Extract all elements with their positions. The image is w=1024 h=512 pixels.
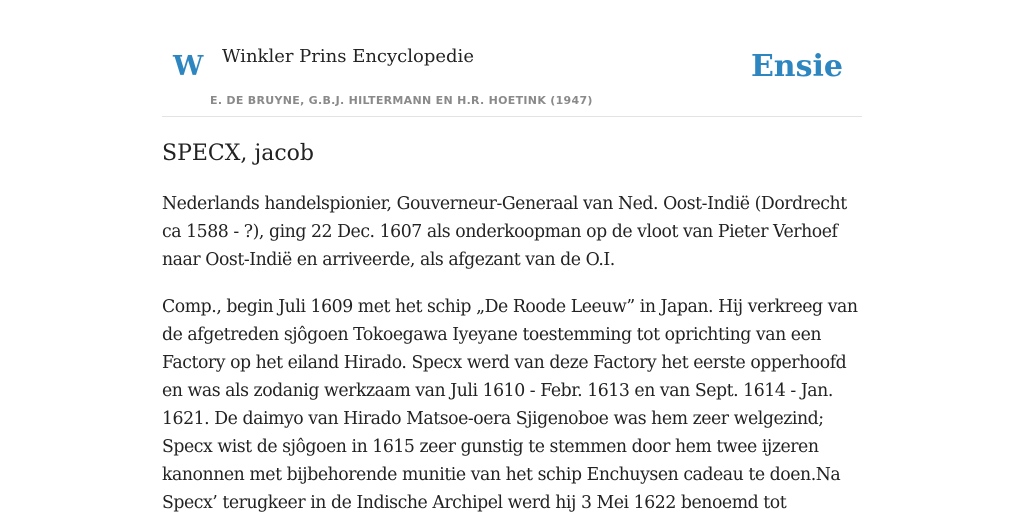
paragraph-line: naar Oost-Indië en arriveerde, als afgezant van de O.I. xyxy=(162,250,615,270)
paragraph-line: Specx’ terugkeer in de Indische Archipel werd hij 3 Mei 1622 benoemd tot xyxy=(162,493,787,512)
paragraph-line: en was als zodanig werkzaam van Juli 1610 - Febr. 1613 en van Sept. 1614 - Jan. xyxy=(162,381,833,401)
article-paragraph xyxy=(162,293,862,512)
publication-authors: E. DE BRUYNE, G.B.J. HILTERMANN EN H.R. HOETINK (1947) xyxy=(210,94,593,107)
article-title: SPECX, jacob xyxy=(162,141,315,166)
paragraph-line: ca 1588 - ?), ging 22 Dec. 1607 als onderkoopman op de vloot van Pieter Verhoef xyxy=(162,222,838,242)
publication-title[interactable]: Winkler Prins Encyclopedie xyxy=(222,46,474,67)
content-container xyxy=(162,0,862,512)
article-paragraph xyxy=(162,190,862,274)
paragraph-line: Factory op het eiland Hirado. Specx werd van deze Factory het eerste opperhoofd xyxy=(162,353,847,373)
ensie-brand-link[interactable]: Ensie xyxy=(750,49,843,84)
paragraph-line: kanonnen met bijbehorende munitie van het schip Enchuysen cadeau te doen.Na xyxy=(162,465,841,485)
paragraph-line: Nederlands handelspionier, Gouverneur-Generaal van Ned. Oost-Indië (Dordrecht xyxy=(162,194,847,214)
paragraph-line: Specx wist de sjôgoen in 1615 zeer gunstig te stemmen door hem twee ijzeren xyxy=(162,437,819,457)
site-header xyxy=(162,0,862,117)
paragraph-line: de afgetreden sjôgoen Tokoegawa Iyeyane toestemming tot oprichting van een xyxy=(162,325,822,345)
paragraph-line: Comp., begin Juli 1609 met het schip „De Roode Leeuw” in Japan. Hij verkreeg van xyxy=(162,297,858,317)
publication-logo-icon[interactable]: W xyxy=(173,51,204,82)
paragraph-line: 1621. De daimyo van Hirado Matsoe-oera Sjigenoboe was hem zeer welgezind; xyxy=(162,409,824,429)
